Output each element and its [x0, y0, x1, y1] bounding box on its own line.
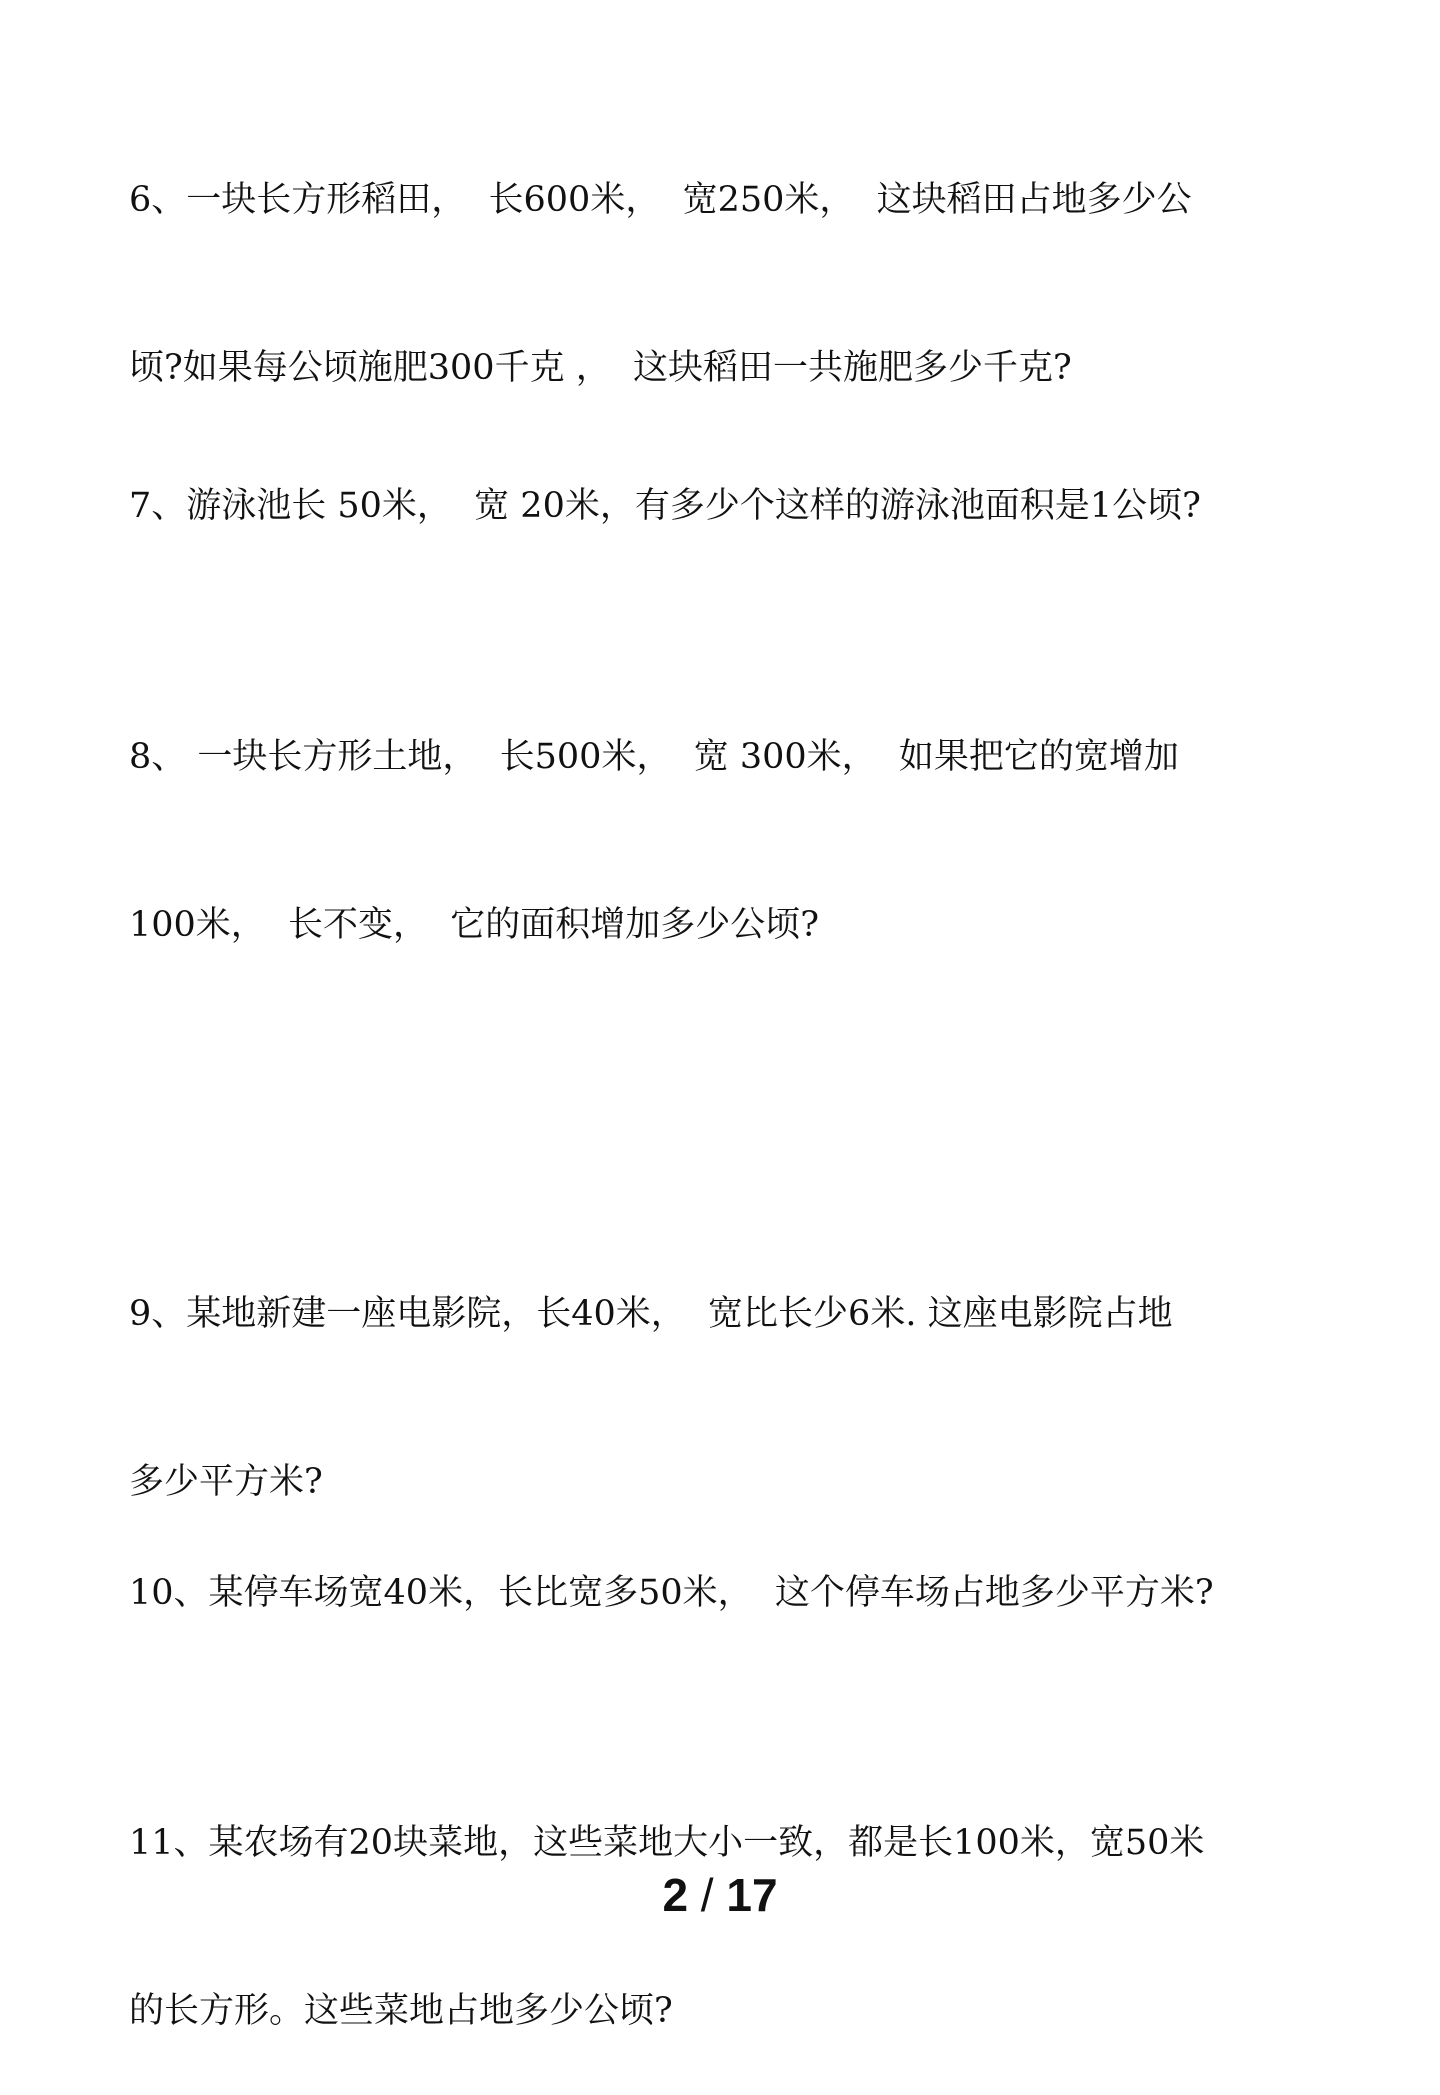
- total-pages: 17: [726, 1869, 778, 1921]
- question-text-line: 10、某停车场宽40米，长比宽多50米， 这个停车场占地多少平方米?: [129, 1573, 1214, 1613]
- question-text-line: 9、某地新建一座电影院，长40米， 宽比长少6米. 这座电影院占地: [129, 1294, 1173, 1334]
- question-10: [129, 1453, 1319, 1677]
- question-text-line: 6、一块长方形稻田， 长600米， 宽250米， 这块稻田占地多少公: [129, 180, 1192, 220]
- question-text-line: 的长方形。这些菜地占地多少公顷?: [129, 1991, 673, 2031]
- question-text-line: 顷?如果每公顷施肥300千克 ， 这块稻田一共施肥多少千克?: [129, 348, 1072, 388]
- question-text-line: 8、 一块长方形土地， 长500米， 宽 300米， 如果把它的宽增加: [129, 737, 1179, 777]
- question-text-line: 11、某农场有20块菜地，这些菜地大小一致，都是长100米，宽50米: [129, 1823, 1205, 1863]
- question-text-line: 100米， 长不变， 它的面积增加多少公顷?: [129, 905, 820, 945]
- page-separator: /: [688, 1869, 727, 1921]
- page-indicator: [0, 1868, 1440, 1922]
- question-8: [129, 617, 1319, 1009]
- question-7: [129, 366, 1319, 590]
- current-page: 2: [662, 1869, 689, 1921]
- question-text-line: 多少平方米?: [129, 1462, 323, 1502]
- question-text-line: 7、游泳池长 50米， 宽 20米，有多少个这样的游泳池面积是1公顷?: [129, 486, 1201, 526]
